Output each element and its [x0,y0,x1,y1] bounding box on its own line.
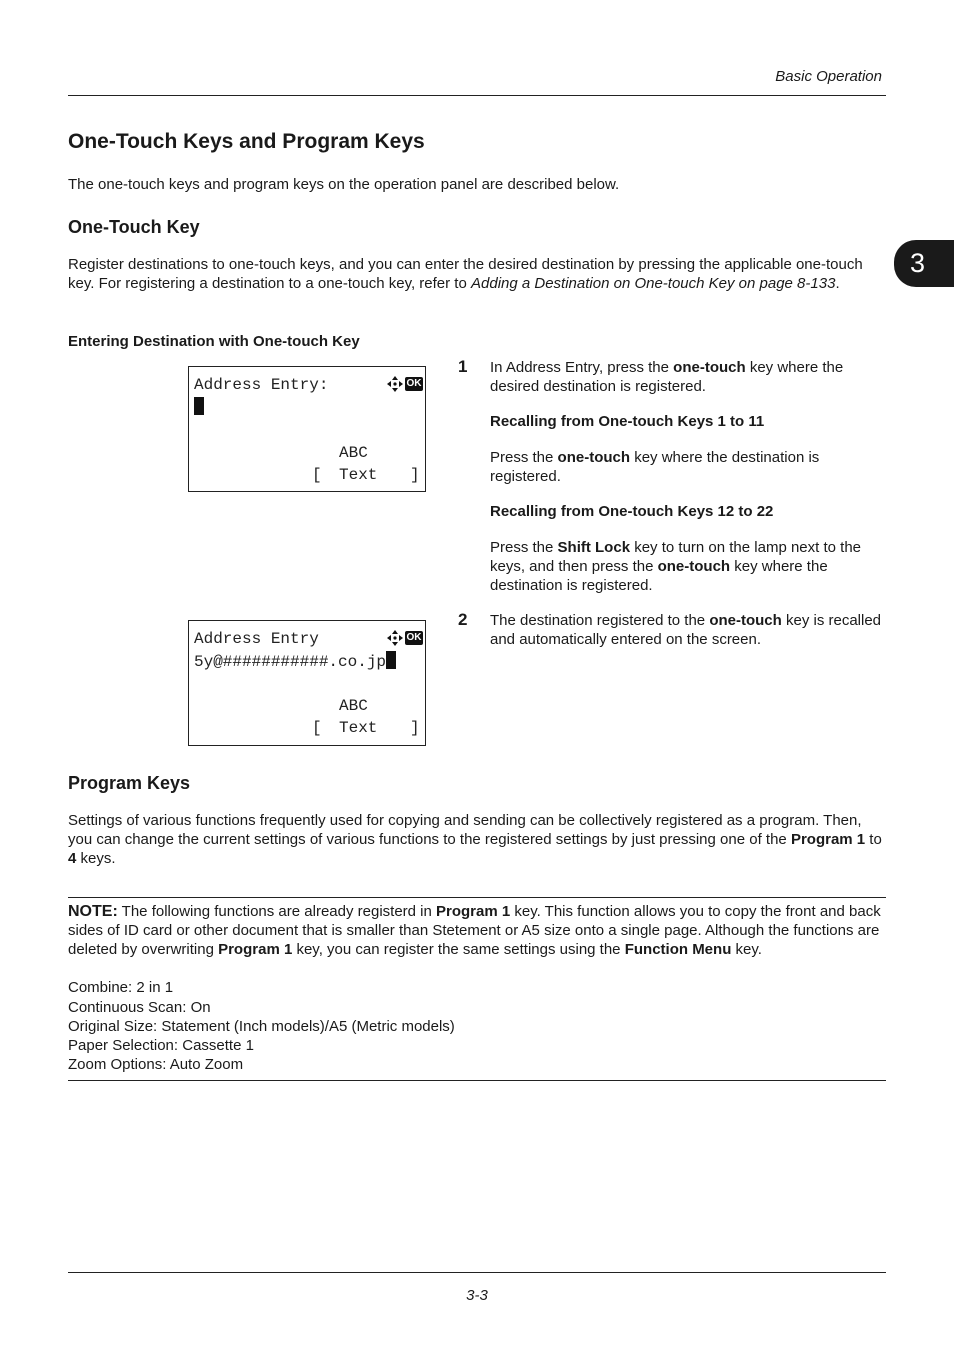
note-item: Continuous Scan: On [68,999,211,1016]
note-label: NOTE: [68,903,118,920]
one-touch-body: Register destinations to one-touch keys, and you can enter the desired destination by pressing the applicable one-touch key. For registering a destination to a one-touch key, refer to Adding a Destination on One-touch Key on page 8-133. [68,256,863,292]
recall-12-22-heading: Recalling from One-touch Keys 12 to 22 [490,503,774,520]
recall-12-22-text: Press the Shift Lock key to turn on the lamp next to the keys, and then press the one-touch key where the destination is registered. [490,539,862,594]
navigation-arrows-icon [387,630,403,646]
note-item: Original Size: Statement (Inch models)/A5 (Metric models) [68,1018,455,1035]
lcd-title: Address Entry [194,630,319,648]
text-cursor [194,397,204,415]
text-cursor [386,651,396,669]
softkey-text[interactable]: Text [339,719,378,737]
note-item: Paper Selection: Cassette 1 [68,1037,254,1054]
step-2-text: The destination registered to the one-touch key is recalled and automatically entered on the screen. [490,612,882,648]
lcd-address-value: 5y@###########.co.jp [194,651,396,671]
note-bottom-rule [68,1080,886,1081]
step-1-text: In Address Entry, press the one-touch key where the desired destination is registered. [490,359,844,395]
lcd-input-mode: ABC [339,444,368,462]
intro-text: The one-touch keys and program keys on the operation panel are described below. [68,176,620,193]
header-rule [68,95,886,96]
lcd-screen-address-filled: Address Entry OK 5y@###########.co.jp ABC [ Text ] [188,620,426,746]
footer-rule [68,1272,886,1273]
recall-1-11-text: Press the one-touch key where the destination is registered. [490,449,820,485]
ok-icon: OK [406,378,422,389]
note-top-rule [68,897,886,898]
cross-reference: Adding a Destination on One-touch Key on page 8-133 [471,275,836,292]
program-keys-heading: Program Keys [68,773,191,793]
note-item: Combine: 2 in 1 [68,979,174,996]
page-number: 3-3 [466,1287,488,1304]
step-number-2: 2 [458,610,468,629]
lcd-title: Address Entry: [194,376,329,394]
lcd-input-mode: ABC [339,697,368,715]
note-text: NOTE: The following functions are already registerd in Program 1 key. This function allows you to copy the front and back sides of ID card or other document that is smaller than Stetement or A5 size onto a single page. Although the functions are deleted by overwriting Program 1 key, you can register the same settings using the Function Menu key. [68,903,881,958]
chapter-tab: 3 [894,240,954,287]
program-keys-body: Settings of various functions frequently used for copying and sending can be collectively registered as a program. Then, you can change the current settings of various functions to the registered settings by just pressing one of the Program 1 to 4 keys. [68,812,882,867]
note-item: Zoom Options: Auto Zoom [68,1056,244,1073]
page-title: One-Touch Keys and Program Keys [68,130,425,153]
recall-1-11-heading: Recalling from One-touch Keys 1 to 11 [490,413,765,430]
step-number-1: 1 [458,357,468,376]
one-touch-heading: One-Touch Key [68,217,200,237]
navigation-arrows-icon [387,376,403,392]
ok-icon: OK [406,632,422,643]
lcd-screen-address-entry: Address Entry: OK ABC [ Text ] [188,366,426,492]
running-header: Basic Operation [775,68,882,85]
entering-destination-heading: Entering Destination with One-touch Key [68,333,360,350]
softkey-text[interactable]: Text [339,466,378,484]
